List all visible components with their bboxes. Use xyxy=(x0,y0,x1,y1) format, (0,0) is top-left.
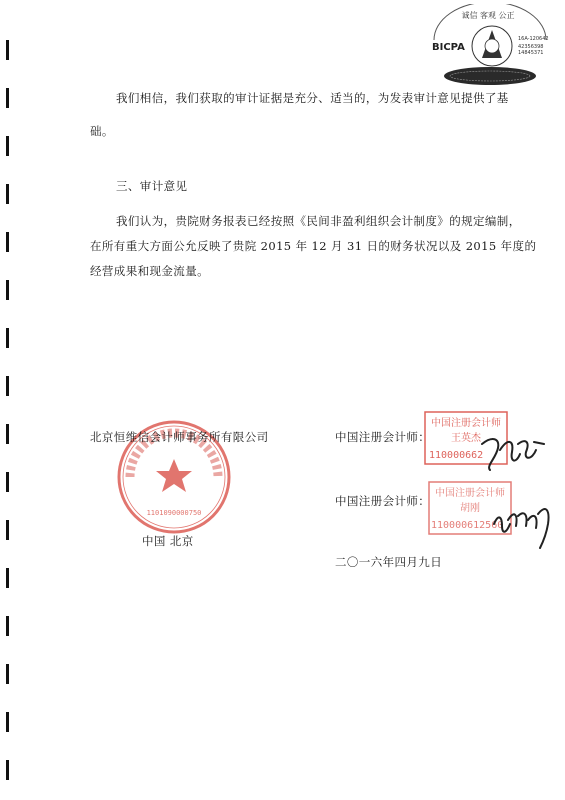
paragraph-2-line-1: 我们认为，贵院财务报表已经按照《民间非盈利组织会计制度》的规定编制， xyxy=(116,214,521,228)
binding-mark xyxy=(6,184,9,204)
report-date: 二〇一六年四月九日 xyxy=(335,555,443,569)
binding-mark xyxy=(6,40,9,60)
binding-mark xyxy=(6,328,9,348)
logo-code-2: 42356398 xyxy=(518,44,544,50)
logo-motto: 诚信 客观 公正 xyxy=(461,11,515,20)
paragraph-2-line-2: 在所有重大方面公允反映了贵院 2015 年 12 月 31 日的财务状况以及 2015 年度的 xyxy=(90,239,537,253)
cpa-seal-2-title: 中国注册会计师 xyxy=(435,488,505,499)
logo-acronym: BICPA xyxy=(432,42,465,53)
cpa-seal-1-name: 王英杰 xyxy=(451,433,481,444)
cpa-seal-1-title: 中国注册会计师 xyxy=(431,418,501,429)
firm-seal-number: 1101090000750 xyxy=(146,509,202,517)
binding-mark xyxy=(6,712,9,732)
binding-mark xyxy=(6,568,9,588)
signature-2 xyxy=(490,500,556,552)
city: 中国 北京 xyxy=(142,534,194,548)
cpa-seal-2-number: 110000612560 xyxy=(431,520,504,531)
binding-mark xyxy=(6,520,9,540)
binding-mark xyxy=(6,664,9,684)
binding-mark xyxy=(6,232,9,252)
paragraph-1-line-1: 我们相信，我们获取的审计证据是充分、适当的，为发表审计意见提供了基 xyxy=(116,91,509,105)
cpa-seal-1-number: 110000662 xyxy=(429,450,484,461)
cpa-label-1: 中国注册会计师： xyxy=(335,430,431,444)
bicpa-logo xyxy=(428,4,552,88)
binding-mark xyxy=(6,280,9,300)
cpa-seal-2-name: 胡刚 xyxy=(460,503,480,514)
binding-mark xyxy=(6,376,9,396)
binding-mark xyxy=(6,424,9,444)
binding-mark xyxy=(6,760,9,780)
logo-code-3: 14845371 xyxy=(518,50,544,56)
cpa-label-2: 中国注册会计师： xyxy=(335,494,431,508)
binding-mark xyxy=(6,472,9,492)
binding-mark xyxy=(6,616,9,636)
binding-mark xyxy=(6,88,9,108)
firm-name: 北京恒维信会计师事务所有限公司 xyxy=(90,430,269,444)
paragraph-1-line-2: 础。 xyxy=(90,124,114,138)
binding-mark xyxy=(6,136,9,156)
logo-code-1: 16A-120642 xyxy=(518,36,549,42)
paragraph-2-line-3: 经营成果和现金流量。 xyxy=(90,264,209,278)
signature-1 xyxy=(478,430,548,476)
section-heading: 三、审计意见 xyxy=(116,179,188,193)
